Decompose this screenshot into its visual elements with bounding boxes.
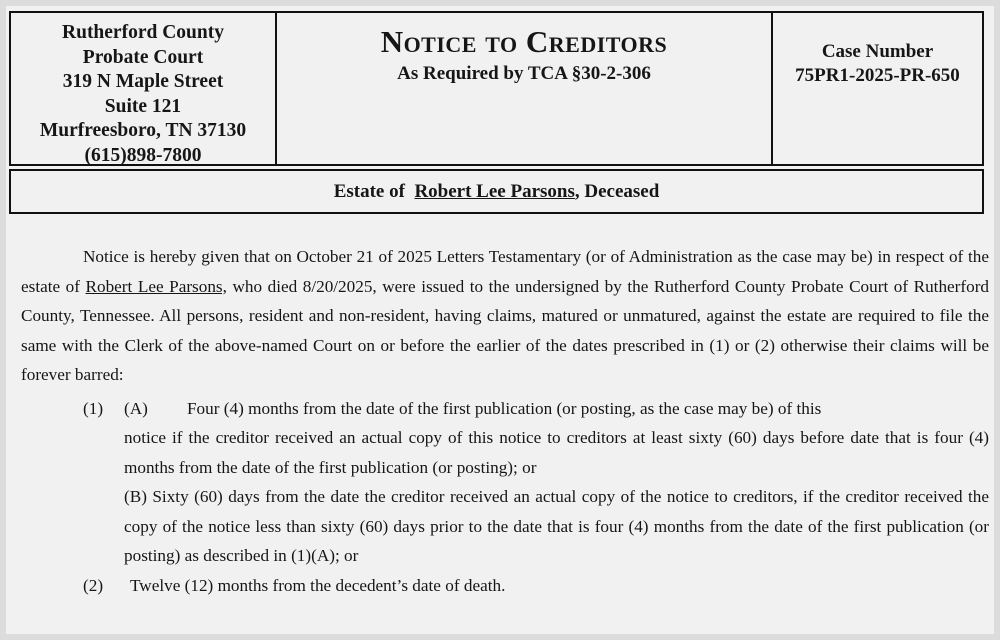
case-number-value: 75PR1-2025-PR-650 (795, 65, 960, 86)
item-2 (21, 571, 989, 601)
item-a-first-line: Four (4) months from the date of the first publication (or posting, as the case may be) of this (187, 398, 822, 418)
item-1-a (21, 394, 989, 483)
item-a-label: (A) (124, 398, 148, 418)
paragraph-text-1: Notice is hereby given that on October 21 of 2025 Letters Testamentary (or of Administration as the case may be) in respect of the estate of (21, 247, 989, 296)
header-table (9, 11, 984, 166)
court-line: Murfreesboro, TN 37130 (39, 120, 247, 141)
court-line: 319 N Maple Street (62, 71, 224, 92)
case-number-block (773, 13, 982, 164)
paragraph-text-2: who died 8/20/2025, were issued to the undersigned by the Rutherford County Probate Court of Rutherford County, Tennessee. All persons, resident and non-resident, having claims, matured or unmatured, against the estate are required to file the same with the Clerk of the above-named Court on or before the earlier of the dates prescribed in (1) or (2) otherwise their claims will be forever barred: (21, 276, 990, 384)
court-line: (615)898-7800 (84, 144, 202, 166)
decedent-name-inline: Robert Lee Parsons, (85, 276, 227, 296)
notice-subtitle: As Required by TCA §30-2-306 (397, 63, 651, 84)
item-2-label: (2) (83, 575, 104, 595)
estate-heading (9, 169, 984, 214)
court-address-block (11, 13, 277, 164)
case-number-label: Case Number (821, 41, 934, 62)
court-line: Suite 121 (104, 95, 182, 117)
notice-title: Notice to Creditors (380, 24, 668, 59)
title-block (277, 13, 773, 164)
item-1-label: (1) (83, 398, 104, 418)
decedent-name: Robert Lee Parsons (414, 180, 575, 202)
court-line: Probate Court (82, 46, 204, 68)
estate-prefix: Estate of (333, 180, 405, 202)
item-a-continuation: notice if the creditor received an actual copy of this notice to creditors at least sixty (60) days before date that is four (4) months from the date of the first publication (or posting); or (124, 428, 989, 477)
notice-paragraph (21, 242, 989, 390)
court-line: Rutherford County (62, 22, 224, 43)
item-b: (B) Sixty (60) days from the date the creditor received an actual copy of the notice to creditors, if the creditor received the copy of the notice less than sixty (60) days prior to the date that is four (4) months from the date of the first publication (or posting) as described in (1)(A); or (124, 487, 989, 565)
item-2-text: Twelve (12) months from the decedent’s date of death. (130, 575, 506, 595)
notice-body (21, 242, 989, 600)
estate-suffix: , Deceased (574, 180, 660, 202)
